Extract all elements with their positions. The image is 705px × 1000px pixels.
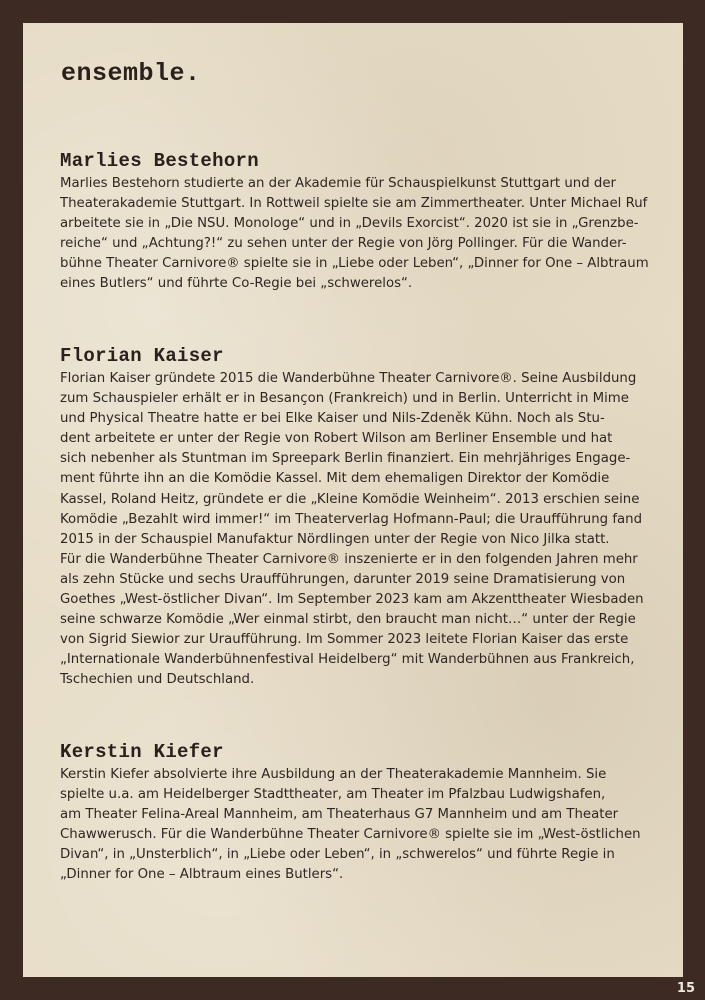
bio-line: Florian Kaiser gründete 2015 die Wanderbühne Theater Carnivore®. Seine Ausbildung (60, 371, 637, 386)
member-name: Kerstin Kiefer (60, 741, 224, 763)
bio-line: zum Schauspieler erhält er in Besançon (Frankreich) und in Berlin. Unterricht in Mime (60, 391, 629, 407)
bio-line: und Physical Theatre hatte er bei Elke Kaiser und Nils-Zdeněk Kühn. Noch als Stu- (60, 411, 605, 427)
bio-line: Theaterakademie Stuttgart. In Rottweil spielte sie am Zimmertheater. Unter Michael Ruf (60, 196, 648, 212)
bio-line: Divan“, in „Unsterblich“, in „Liebe oder Leben“, in „schwerelos“ und führte Regie in (60, 847, 615, 863)
bio-line: von Sigrid Siewior zur Uraufführung. Im Sommer 2023 leitete Florian Kaiser das erste (60, 632, 629, 648)
bio-line: „Dinner for One – Albtraum eines Butlers“. (60, 867, 344, 883)
bio-line: Für die Wanderbühne Theater Carnivore® inszenierte er in den folgenden Jahren mehr (60, 551, 638, 567)
bio-line: 2015 in der Schauspiel Manufaktur Nördlingen unter der Regie von Nico Jilka statt. (60, 531, 610, 547)
bio-line: „Internationale Wanderbühnenfestival Heidelberg“ mit Wanderbühnen aus Frankreich, (60, 652, 635, 668)
bio-line: Chawwerusch. Für die Wanderbühne Theater Carnivore® spielte sie im „West-östlichen (60, 827, 641, 843)
bio-line: Marlies Bestehorn studierte an der Akademie für Schauspielkunst Stuttgart und der (60, 176, 616, 191)
bio-line: reiche“ und „Achtung?!“ zu sehen unter der Regie von Jörg Pollinger. Für die Wander- (60, 236, 627, 252)
member-bio (60, 174, 653, 295)
bio-line: sich nebenher als Stuntman im Spreepark Berlin finanziert. Ein mehrjähriges Engage- (60, 451, 631, 467)
page-heading: ensemble. (61, 59, 201, 88)
bio-line: Kerstin Kiefer absolvierte ihre Ausbildung an der Theaterakademie Mannheim. Sie (60, 767, 607, 782)
bio-line: Komödie „Bezahlt wird immer!“ im Theaterverlag Hofmann-Paul; die Uraufführung fand (60, 511, 643, 527)
member-marlies-bestehorn (60, 150, 653, 295)
bio-line: Kassel, Roland Heitz, gründete er die „Kleine Komödie Weinheim“. 2013 erschien seine (60, 491, 640, 507)
bio-line: am Theater Felina-Areal Mannheim, am Theaterhaus G7 Mannheim und am Theater (60, 807, 619, 823)
member-kerstin-kiefer (60, 741, 653, 886)
bio-line: dent arbeitete er unter der Regie von Robert Wilson am Berliner Ensemble und hat (60, 431, 613, 447)
page-number: 15 (676, 981, 695, 996)
bio-line: Tschechien und Deutschland. (60, 672, 255, 688)
member-bio (60, 765, 653, 886)
member-bio (60, 369, 653, 691)
bio-line: eines Butlers“ und führte Co-Regie bei „schwerelos“. (60, 276, 413, 292)
bio-line: bühne Theater Carnivore® spielte sie in „Liebe oder Leben“, „Dinner for One – Albtraum (60, 256, 649, 272)
page-paper (23, 23, 683, 977)
bio-line: ment führte ihn an die Komödie Kassel. Mit dem ehemaligen Direktor der Komödie (60, 471, 610, 487)
member-name: Florian Kaiser (60, 345, 224, 367)
bio-line: als zehn Stücke und sechs Uraufführungen, darunter 2019 seine Dramatisierung von (60, 571, 626, 587)
bio-line: seine schwarze Komödie „Wer einmal stirbt, den braucht man nicht…“ unter der Regie (60, 612, 636, 628)
bio-line: spielte u.a. am Heidelberger Stadttheater, am Theater im Pfalzbau Ludwigshafen, (60, 787, 606, 803)
member-florian-kaiser (60, 345, 653, 691)
bio-line: Goethes „West-östlicher Divan“. Im September 2023 kam am Akzenttheater Wiesbaden (60, 592, 644, 608)
bio-line: arbeitete sie in „Die NSU. Monologe“ und in „Devils Exorcist“. 2020 ist sie in „Grenzbe- (60, 216, 639, 232)
member-name: Marlies Bestehorn (60, 150, 259, 172)
